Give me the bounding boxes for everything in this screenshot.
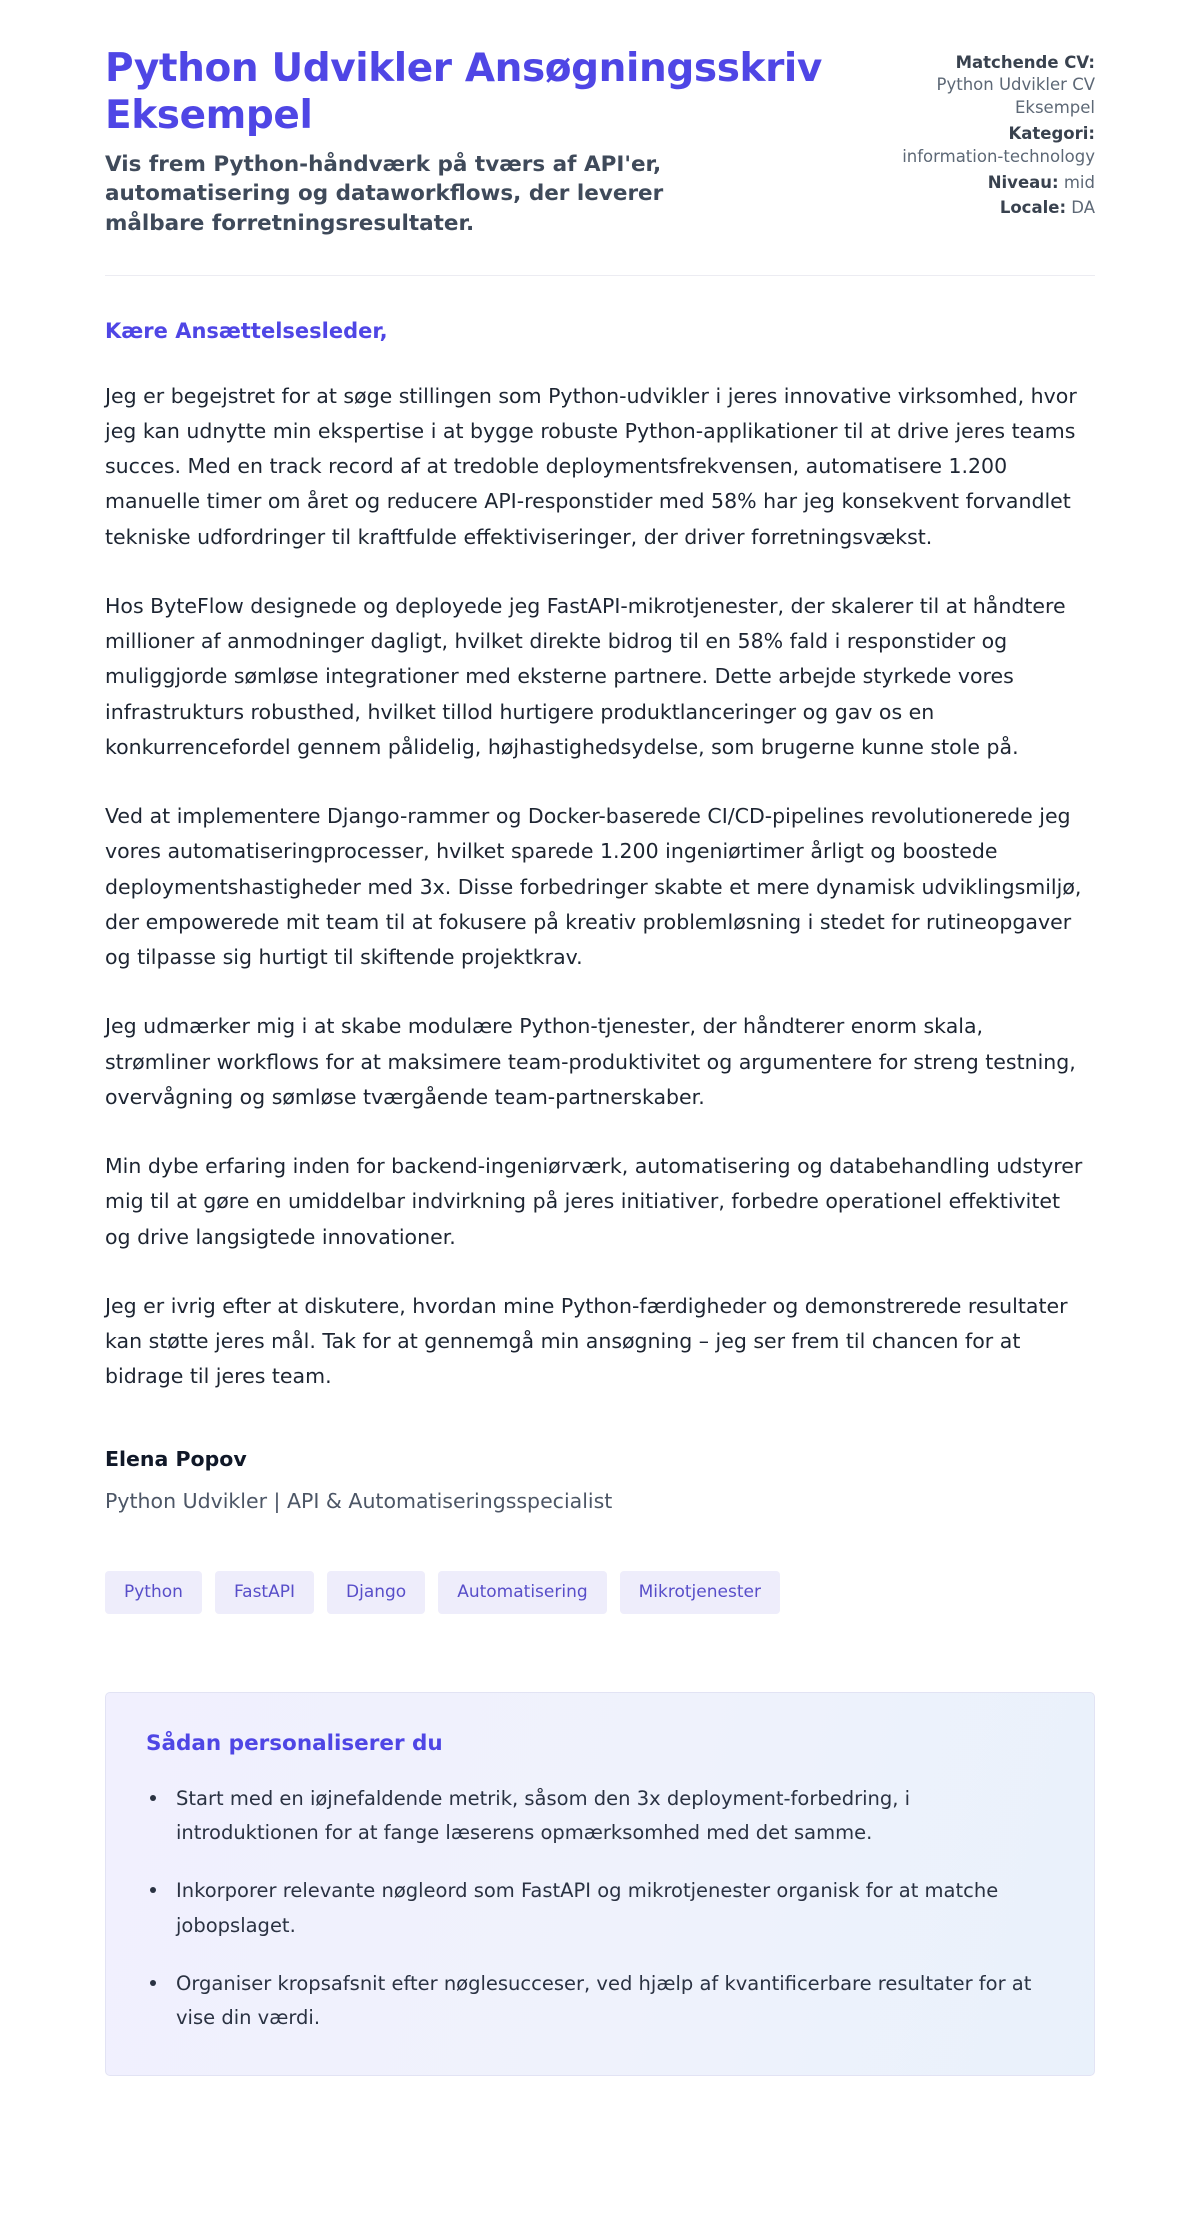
letter-paragraph: Jeg er begejstret for at søge stillingen som Python-udvikler i jeres innovative virksomhed, hvor jeg kan udnytte min ekspertise i at bygge robuste Python-applikationer til at drive jeres teams succes. Med en track record af at tredoble deploymentsfrekvensen, automatisere 1.200 manuelle timer om året og reducere API-responstider med 58% har jeg konsekvent forvandlet tekniske udfordringer til kraftfulde effektiviseringer, der driver forretningsvækst. (105, 383, 1077, 549)
letter-paragraphs (105, 379, 1095, 1395)
page-title: Python Udvikler Ansøgningsskriv Eksempel (105, 46, 822, 138)
tips-title: Sådan personaliserer du (146, 1730, 443, 1756)
letter-body (105, 276, 1095, 1395)
tip-item-text: Start med en iøjnefaldende metrik, såsom den 3x deployment-forbedring, i introduktionen for at fange læserens opmærksomhed med det samme. (176, 1786, 911, 1844)
letter-paragraph: Jeg udmærker mig i at skabe modulære Python-tjenester, der håndterer enorm skala, strømliner workflows for at maksimere team-produktivitet og argumentere for streng testning, overvågning og sømløse tværgående team-partnerskaber. (105, 1014, 1076, 1109)
letter-paragraph: Ved at implementere Django-rammer og Docker-baserede CI/CD-pipelines revolutionerede jeg vores automatiseringprocesser, hvilket sparede 1.200 ingeniørtimer årligt og boostede deploymentshastigheder med 3x. Disse forbedringer skabte et mere dynamisk udviklingsmiljø, der empowerede mit team til at fokusere på kreativ problemløsning i stedet for rutineopgaver og tilpasse sig hurtigt til skiftende projektkrav. (105, 804, 1082, 970)
letter-paragraph: Hos ByteFlow designede og deployede jeg FastAPI-mikrotjenester, der skalerer til at håndtere millioner af anmodninger dagligt, hvilket direkte bidrog til en 58% fald i responstider og muliggjorde sømløse integrationer med eksterne partnere. Dette arbejde styrkede vores infrastrukturs robusthed, hvilket tillod hurtigere produktlanceringer og gav os en konkurrencefordel gennem pålidelig, højhastighedsydelse, som brugerne kunne stole på. (105, 593, 1066, 759)
tag-chip[interactable]: Mikrotjenester (620, 1571, 780, 1614)
tip-item (146, 1782, 1046, 1851)
meta-level-value: mid (1063, 173, 1095, 193)
meta-locale-value: DA (1071, 197, 1095, 217)
document-header (105, 46, 1095, 239)
tip-item-text: Organiser kropsafsnit efter nøglesucceser, ved hjælp af kvantificerbare resultater for at vise din værdi. (176, 1971, 1032, 2030)
tag-chip[interactable]: FastAPI (215, 1571, 314, 1614)
tag-chip[interactable]: Django (327, 1571, 425, 1614)
header-title-block (105, 46, 845, 239)
meta-category-label: Kategori: (1008, 124, 1095, 144)
meta-category (890, 123, 1095, 168)
tip-item-text: Inkorporer relevante nøgleord som FastAPI og mikrotjenester organisk for at matche jobopslaget. (176, 1879, 999, 1937)
personalization-tips-panel (105, 1692, 1095, 2077)
signature-name: Elena Popov (105, 1446, 247, 1471)
meta-matching-cv-value: Python Udvikler CV Eksempel (936, 75, 1095, 117)
letter-salutation: Kære Ansættelsesleder, (105, 318, 388, 343)
meta-locale (890, 197, 1095, 219)
letter-paragraph: Jeg er ivrig efter at diskutere, hvordan mine Python-færdigheder og demonstrerede resultater kan støtte jeres mål. Tak for at gennemgå min ansøgning – jeg ser frem til chancen for at bidrage til jeres team. (105, 1293, 1068, 1389)
tip-item (146, 1874, 1046, 1943)
bullet-icon (150, 1980, 156, 1986)
meta-matching-cv (890, 52, 1095, 119)
meta-category-value: information-technology (902, 146, 1095, 166)
meta-locale-label: Locale: (999, 197, 1067, 217)
page-subtitle: Vis frem Python-håndværk på tværs af API'er, automatisering og dataworkflows, der leverer målbare forretningsresultater. (105, 151, 664, 236)
signature-block (105, 1447, 1095, 1513)
tag-list (105, 1571, 1095, 1614)
bullet-icon (150, 1887, 156, 1893)
tag-chip[interactable]: Python (105, 1571, 202, 1614)
signature-role: Python Udvikler | API & Automatiseringsspecialist (105, 1488, 613, 1513)
bullet-icon (150, 1795, 156, 1801)
metadata-panel (890, 46, 1095, 221)
meta-matching-cv-label: Matchende CV: (955, 53, 1095, 72)
meta-level-label: Niveau: (987, 173, 1059, 193)
tag-chip[interactable]: Automatisering (438, 1571, 606, 1614)
meta-level (890, 172, 1095, 194)
tips-list (146, 1782, 1054, 2036)
letter-paragraph: Min dybe erfaring inden for backend-ingeniørværk, automatisering og databehandling udstyrer mig til at gøre en umiddelbar indvirkning på jeres initiativer, forbedre operationel effektivitet og drive langsigtede innovationer. (105, 1154, 1083, 1249)
tip-item (146, 1967, 1046, 2036)
